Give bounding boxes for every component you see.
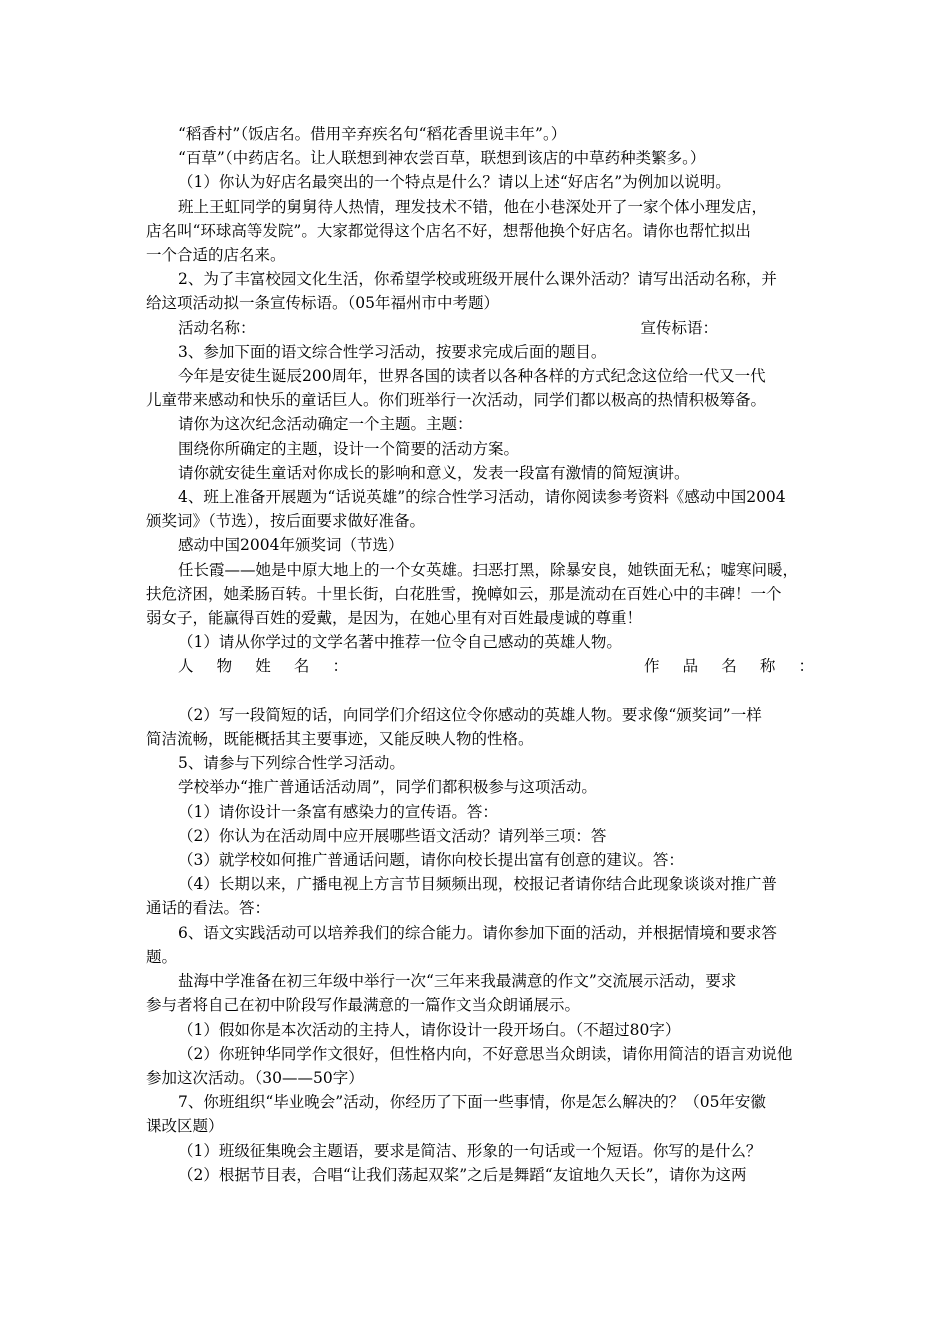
text-line: （1）班级征集晚会主题语，要求是简洁、形象的一句话或一个短语。你写的是什么？	[178, 1141, 762, 1160]
text-line: （2）根据节目表，合唱“让我们荡起双桨”之后是舞蹈“友谊地久天长”，请你为这两	[178, 1165, 747, 1184]
text-line: 儿童带来感动和快乐的童话巨人。你们班举行一次活动，同学们都以极高的热情积极筹备。	[146, 391, 767, 410]
blank-line	[146, 679, 814, 703]
slogan-label: 宣传标语：	[640, 318, 718, 337]
label-char: 物	[216, 657, 233, 676]
text-line: （1）请你设计一条富有感染力的宣传语。答：	[178, 802, 498, 821]
text-line: 颁奖词》（节选），按后面要求做好准备。	[146, 512, 426, 531]
text-line: 6、语文实践活动可以培养我们的综合能力。请你参加下面的活动，并根据情境和要求答	[178, 923, 777, 942]
person-name-label	[178, 654, 348, 678]
text-line: （1）你认为好店名最突出的一个特点是什么？请以上述“好店名”为例加以说明。	[178, 173, 731, 192]
text-line: 请你就安徒生童话对你成长的影响和意义，发表一段富有激情的简短演讲。	[178, 463, 690, 482]
document-page	[146, 122, 814, 1187]
text-line: 5、请参与下列综合性学习活动。	[178, 754, 405, 773]
label-char: 名	[721, 657, 737, 676]
text-line: 简洁流畅，既能概括其主要事迹，又能反映人物的性格。	[146, 730, 534, 749]
hero-fields-row	[146, 654, 814, 678]
text-line: 3、参加下面的语文综合性学习活动，按要求完成后面的题目。	[178, 342, 607, 361]
label-char: ：	[798, 657, 814, 676]
label-char: 品	[682, 657, 699, 676]
text-line: 2、为了丰富校园文化生活，你希望学校或班级开展什么课外活动？请写出活动名称，并	[178, 270, 777, 289]
label-char: 人	[178, 657, 194, 676]
text-line: （2）你认为在活动周中应开展哪些语文活动？请列举三项：答	[178, 826, 607, 845]
text-line: （1）请从你学过的文学名著中推荐一位令自己感动的英雄人物。	[178, 633, 622, 652]
activity-fields-row	[146, 316, 814, 340]
text-line: （4）长期以来，广播电视上方言节目频频出现，校报记者请你结合此现象谈谈对推广普	[178, 875, 777, 894]
text-line: （2）写一段简短的话，向同学们介绍这位令你感动的英雄人物。要求像“颁奖词”一样	[178, 705, 762, 724]
text-line: （2）你班钟华同学作文很好，但性格内向，不好意思当众朗读，请你用简洁的语言劝说他	[178, 1044, 793, 1063]
text-line: 感动中国2004年颁奖词（节选）	[178, 536, 404, 555]
text-line: 班上王虹同学的舅舅待人热情，理发技术不错，他在小巷深处开了一家个体小理发店，	[178, 197, 768, 216]
text-line: “稻香村”（饭店名。借用辛弃疾名句“稻花香里说丰年”。）	[178, 125, 567, 143]
text-line: 请你为这次纪念活动确定一个主题。主题：	[178, 415, 473, 434]
activity-name-label: 活动名称：	[178, 318, 256, 337]
text-line: 学校举办“推广普通话活动周”，同学们都积极参与这项活动。	[178, 778, 597, 797]
text-line: 课改区题）	[146, 1117, 224, 1136]
text-line: 店名叫“环球高等发院”。大家都觉得这个店名不好，想帮他换个好店名。请你也帮忙拟出	[146, 221, 751, 240]
text-line: 任长霞——她是中原大地上的一个女英雄。扫恶打黑，除暴安良，她铁面无私；嘘寒问暖，	[178, 560, 799, 579]
text-line: 7、你班组织“毕业晚会”活动，你经历了下面一些事情，你是怎么解决的？（05年安徽	[178, 1093, 766, 1112]
text-line: 参加这次活动。（30——50字）	[146, 1068, 364, 1087]
text-line: 盐海中学准备在初三年级中举行一次“三年来我最满意的作文”交流展示活动，要求	[178, 972, 737, 991]
text-line: 一个合适的店名来。	[146, 246, 286, 265]
label-char: 称	[759, 657, 776, 676]
text-line: 参与者将自己在初中阶段写作最满意的一篇作文当众朗诵展示。	[146, 996, 581, 1015]
text-line: “百草”（中药店名。让人联想到神农尝百草，联想到该店的中草药种类繁多。）	[178, 149, 706, 168]
text-line: 通话的看法。答：	[146, 899, 271, 918]
text-line: （1）假如你是本次活动的主持人，请你设计一段开场白。（不超过80字）	[178, 1020, 681, 1039]
text-line: 4、班上准备开展题为“话说英雄”的综合性学习活动，请你阅读参考资料《感动中国2004	[178, 488, 786, 507]
label-char: ：	[332, 657, 348, 676]
work-name-label	[644, 654, 814, 678]
label-char: 名	[293, 657, 310, 676]
text-line: 题。	[146, 947, 178, 966]
label-char: 作	[644, 657, 660, 676]
label-char: 姓	[255, 657, 271, 676]
text-line: 围绕你所确定的主题，设计一个简要的活动方案。	[178, 439, 520, 458]
text-line: 今年是安徒生诞辰200周年，世界各国的读者以各种各样的方式纪念这位给一代又一代	[178, 367, 766, 386]
text-line: 弱女子，能赢得百姓的爱戴，是因为，在她心里有对百姓最虔诚的尊重！	[146, 609, 643, 628]
text-line: （3）就学校如何推广普通话问题，请你向校长提出富有创意的建议。答：	[178, 851, 684, 870]
text-line: 扶危济困，她柔肠百转。十里长街，白花胜雪，挽幛如云，那是流动在百姓心中的丰碑！一个	[146, 584, 782, 603]
text-line: 给这项活动拟一条宣传标语。（05年福州市中考题）	[146, 294, 499, 313]
